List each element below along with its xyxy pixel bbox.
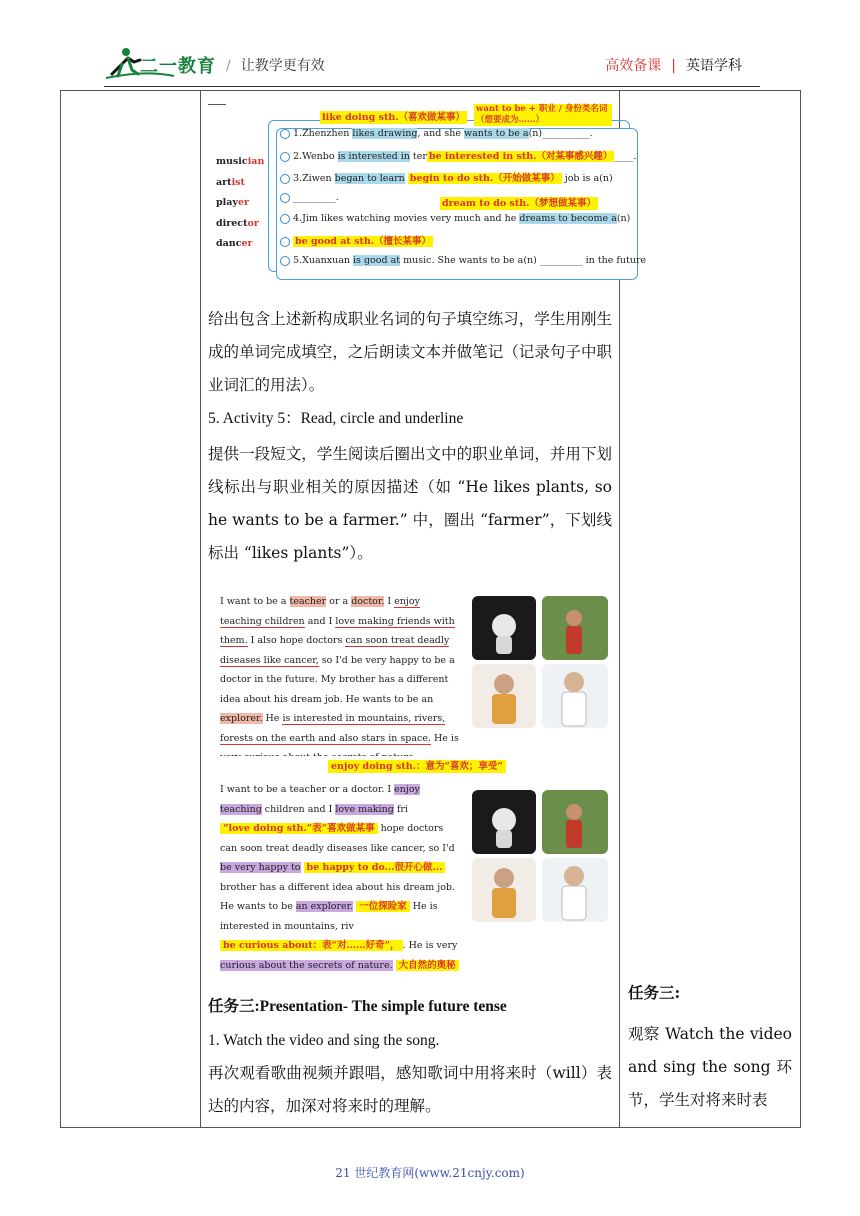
task3-title: 任务三:Presentation- The simple future tense — [208, 998, 507, 1015]
note-dream: dream to do sth.（梦想做某事） — [442, 198, 596, 209]
career-photos-grid-2 — [472, 790, 608, 922]
header-subject: 高效备课 | 英语学科 — [605, 58, 742, 74]
paragraph-fill-in-exercise: 给出包含上述新构成职业名词的句子填空练习，学生用刚生成的单词完成填空，之后朗读文本并做笔记（记录句子中职业词汇的用法）。 — [208, 310, 612, 394]
reading-passage-annotated: I want to be a teacher or a doctor. I enjoy teaching children and I love making friends with them. I also hope doctors can soon treat deadly diseases like cancer, so I'd be very happy to be a doctor in the future. My brother has a different idea about his dream job. He wants to be an explorer. He is interested in mountains, rivers, forests on the earth and also stars in space. He is — [220, 592, 460, 768]
paragraph-read-circle: 提供一段短文，学生阅读后圈出文中的职业单词，并用下划线标出与职业相关的原因描述（如 “He likes plants, so he wants to be a farmer.” 中，圈出 “farmer”，下划线标出 “likes plants”）。 — [208, 445, 612, 562]
table-cell-left — [61, 91, 201, 1128]
note-enjoy-doing: enjoy doing sth.：意为“喜欢；享受” — [328, 760, 506, 773]
exercise-note-good-at: be good at sth.（擅长某事） — [280, 235, 433, 248]
reading-passage-image-1 — [210, 584, 610, 746]
page-header — [0, 0, 860, 92]
exercise-sentence-4: 4.Jim likes watching movies very much and he dreams to become a(n) — [280, 213, 630, 224]
page-footer: 21 世纪教育网(www.21cnjy.com) — [335, 1166, 525, 1180]
col3-task3-title: 任务三: — [628, 983, 681, 1002]
header-label-subject: 英语学科 — [686, 58, 742, 74]
note-want-to-be: want to be + 职业 / 身份类名词（想要成为……） — [474, 104, 612, 126]
reading-passage-image-2 — [210, 756, 610, 971]
slogan-text: 让教学更有效 — [240, 58, 325, 74]
table-cell-right — [620, 91, 801, 1128]
reading-passage-grammar-notes: I want to be a teacher or a doctor. I enjoy teaching children and I love making fri “love doing sth.”表“喜欢做某事 hope doctors can soon treat deadly diseases like cancer, so I'd be very happy to be happy to do...很开心做... brother has a different idea about his dream job. He wants to be an explorer. 一位探险家 He is interested in mountains, riv be curious about：表“对……好奇”， . He is very curious about the secrets of nature. 大自然的奥秘 — [220, 784, 458, 971]
header-label-red: 高效备课 — [605, 58, 662, 74]
task3-description: 再次观看歌曲视频并跟唱，感知歌词中用将来时（will）表达的内容，加深对将来时的理解。 — [208, 1064, 612, 1115]
logo-text: 二一教育 — [140, 56, 216, 77]
header-slogan: / 让教学更有效 — [226, 58, 325, 74]
jobs-word-list — [216, 152, 264, 255]
header-divider — [104, 86, 760, 87]
task3-step-1: 1. Watch the video and sing the song. — [208, 1032, 440, 1049]
exercise-sentence-2: 2.Wenbo is interested in ter be interested in sth.（对某事感兴趣） ____. — [280, 150, 636, 163]
activity5-title: 5. Activity 5：Read, circle and underline — [208, 410, 464, 427]
exercise-sentence-1: 1.Zhenzhen likes drawing, and she wants to be a(n)__________. — [280, 128, 593, 139]
exercise-sentence-5: 5.Xuanxuan is good at music. She wants to be a(n) _________ in the future — [280, 255, 646, 266]
jobs-exercise-image — [208, 100, 647, 296]
job-word: dancer — [216, 238, 253, 249]
col3-task3-text: 观察 Watch the video and sing the song 环节，学生对将来时表 — [628, 1025, 792, 1109]
note-like-doing: like doing sth.（喜欢做某事） — [322, 112, 466, 123]
job-word: musician — [216, 156, 265, 167]
job-word: artist — [216, 176, 245, 188]
exercise-sentence-3: 3.Ziwen began to learn begin to do sth.（开始做某事） job is a(n) — [280, 172, 613, 185]
job-word: player — [216, 197, 249, 208]
exercise-blank-line: _________. — [280, 192, 339, 203]
career-photos-grid — [472, 596, 608, 728]
job-word: director — [216, 217, 259, 229]
